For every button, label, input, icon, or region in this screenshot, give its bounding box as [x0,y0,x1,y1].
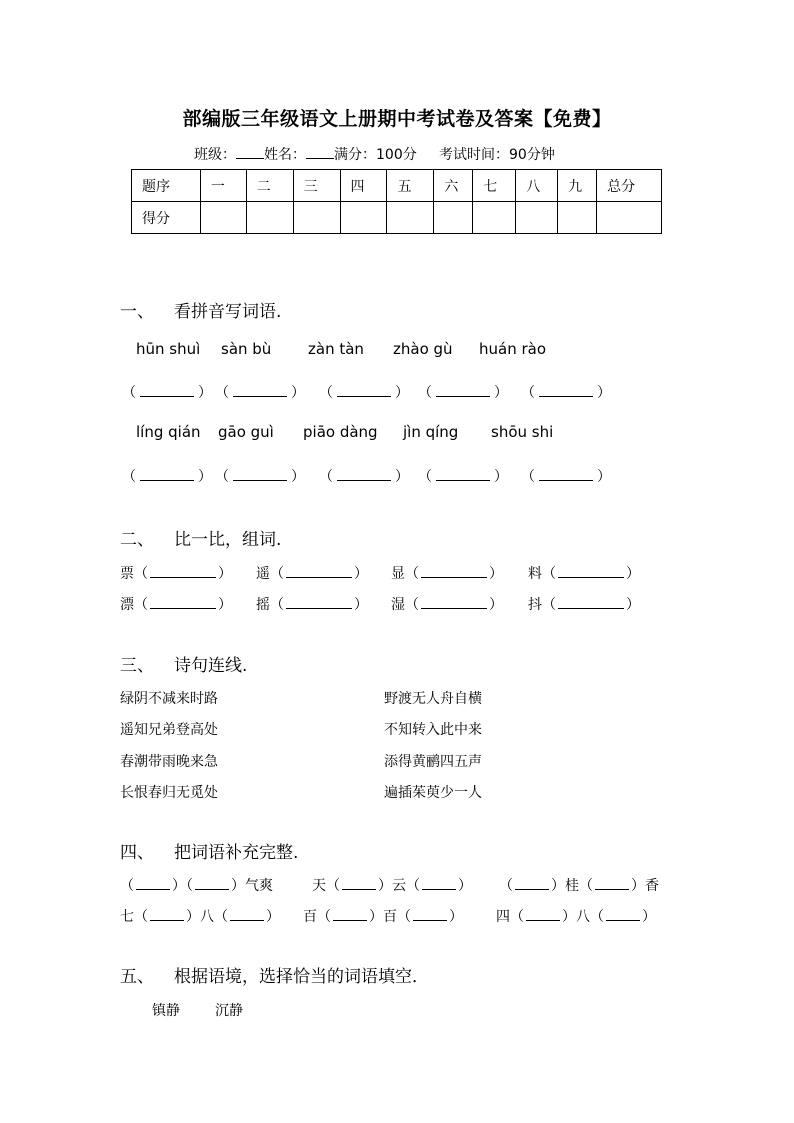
name-blank[interactable] [306,146,334,159]
header-cell: 八 [516,170,558,202]
header-cell: 四 [340,170,387,202]
exam-info [194,144,555,164]
name-label: 姓名： [264,147,306,163]
word-choice: 沉静 [215,1003,243,1019]
section-number: 五、 [120,967,154,987]
compare-item[interactable]: 抖（ ） [528,597,640,613]
score-table-score-row [132,202,662,234]
section-5-heading [120,962,429,987]
header-cell: 九 [558,170,597,202]
compare-item[interactable]: 遥（ ） [256,566,368,582]
poem-line-left[interactable]: 遥知兄弟登高处 [120,722,218,738]
header-cell: 二 [246,170,293,202]
answer-blank[interactable]: （ ） [418,385,508,401]
score-table [131,169,662,234]
idiom-fill-item[interactable]: 天（ ）云（ ） [312,878,472,894]
pinyin-item: sàn bù [221,340,272,358]
idiom-fill-item[interactable]: 百（ ）百（ ） [303,909,463,925]
pinyin-item: zhào gù [393,340,453,358]
header-cell: 七 [473,170,516,202]
answer-blank[interactable]: （ ） [521,385,611,401]
idiom-fill-item[interactable]: 七（ ）八（ ） [120,909,280,925]
compare-item[interactable]: 摇（ ） [256,597,368,613]
compare-item[interactable]: 料（ ） [528,566,640,582]
header-cell: 题序 [132,170,201,202]
section-2-heading [120,525,281,550]
pinyin-item: zàn tàn [308,340,364,358]
score-cell[interactable] [597,202,662,234]
score-cell[interactable] [558,202,597,234]
pinyin-item: jìn qíng [403,423,459,441]
score-cell[interactable] [473,202,516,234]
section-1-heading [120,297,281,322]
class-blank[interactable] [236,146,264,159]
answer-blank[interactable]: （ ） [319,385,409,401]
compare-item[interactable]: 票（ ） [120,566,232,582]
section-title: 比一比，组词. [174,530,282,550]
idiom-fill-item[interactable]: 四（ ）八（ ） [496,909,656,925]
header-cell: 总分 [597,170,662,202]
word-choice: 镇静 [152,1003,180,1019]
section-title: 根据语境，选择恰当的词语填空． [174,967,429,987]
section-number: 一、 [120,302,154,322]
idiom-fill-item[interactable]: （ ）桂（ ）香 [499,878,659,894]
score-cell[interactable] [387,202,434,234]
score-cell[interactable] [434,202,473,234]
pinyin-item: hūn shuì [136,340,201,358]
section-number: 四、 [120,843,154,863]
answer-blank[interactable]: （ ） [418,469,508,485]
score-cell[interactable] [293,202,340,234]
poem-line-right[interactable]: 遍插茱萸少一人 [384,785,482,801]
score-row-label: 得分 [132,202,201,234]
poem-line-right[interactable]: 不知转入此中来 [384,722,482,738]
class-label: 班级： [194,147,236,163]
score-table-header-row [132,170,662,202]
score-cell[interactable] [340,202,387,234]
score-cell[interactable] [200,202,246,234]
compare-item[interactable]: 湿（ ） [391,597,503,613]
header-cell: 一 [200,170,246,202]
answer-blank[interactable]: （ ） [215,385,305,401]
answer-blank[interactable]: （ ） [215,469,305,485]
poem-line-left[interactable]: 长恨春归无觅处 [120,785,218,801]
compare-item[interactable]: 显（ ） [391,566,503,582]
poem-line-right[interactable]: 添得黄鹂四五声 [384,754,482,770]
answer-blank[interactable]: （ ） [521,469,611,485]
section-title: 把词语补充完整. [174,843,299,863]
section-number: 三、 [120,656,154,676]
compare-item[interactable]: 漂（ ） [120,597,232,613]
pinyin-item: líng qián [136,423,201,441]
idiom-fill-item[interactable]: （ ）（ ）气爽 [120,878,273,894]
section-number: 二、 [120,530,154,550]
section-title: 诗句连线. [174,656,248,676]
poem-line-left[interactable]: 绿阴不减来时路 [120,691,218,707]
section-4-heading [120,838,298,863]
pinyin-item: shōu shi [491,423,554,441]
poem-line-left[interactable]: 春潮带雨晚来急 [120,754,218,770]
score-cell[interactable] [516,202,558,234]
header-cell: 三 [293,170,340,202]
answer-blank[interactable]: （ ） [122,385,212,401]
poem-line-right[interactable]: 野渡无人舟自横 [384,691,482,707]
page-title: 部编版三年级语文上册期中考试卷及答案【免费】 [182,108,612,130]
header-cell: 六 [434,170,473,202]
section-title: 看拼音写词语. [174,302,282,322]
answer-blank[interactable]: （ ） [319,469,409,485]
pinyin-item: piāo dàng [303,423,378,441]
answer-blank[interactable]: （ ） [122,469,212,485]
time-label: 考试时间：90分钟 [439,147,555,163]
section-3-heading [120,651,247,676]
pinyin-item: gāo guì [218,423,274,441]
score-cell[interactable] [246,202,293,234]
pinyin-item: huán rào [479,340,547,358]
score-label: 满分：100分 [334,147,417,163]
header-cell: 五 [387,170,434,202]
